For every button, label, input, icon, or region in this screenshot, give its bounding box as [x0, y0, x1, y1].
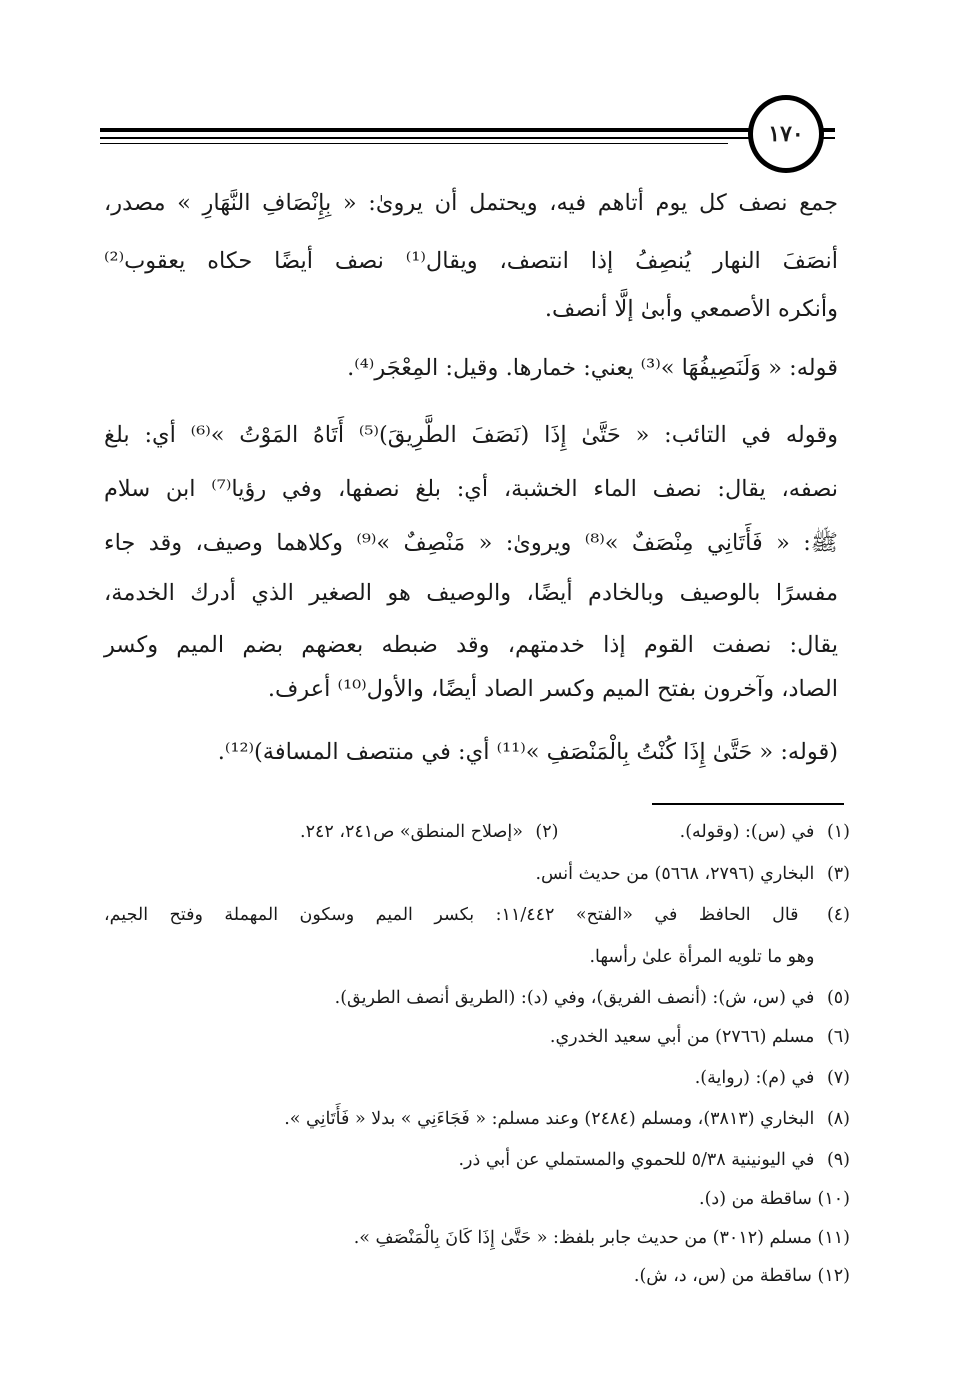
footnote-number: (٤) — [826, 905, 850, 925]
footnote-number: (٧) — [826, 1068, 850, 1088]
footnote-text: ساقطة من (د). — [699, 1189, 812, 1209]
footnote-separator — [652, 803, 844, 805]
footnote-number: (١٠) — [817, 1189, 850, 1209]
footnote-number: (٢) — [535, 822, 559, 842]
footnote-text: ساقطة من (س، د، ش). — [633, 1266, 812, 1286]
footnote — [458, 1148, 850, 1172]
footnote-text: قال الحافظ في «الفتح» ١١/٤٤٢: بكسر الميم وسكون المهملة وفتح الجيم، — [104, 905, 799, 925]
footnote — [550, 1025, 850, 1049]
footnote — [634, 1264, 850, 1288]
body-line: وأنكره الأصمعي وأبىٰ إلَّا أنصف. — [544, 296, 838, 322]
footnote — [300, 820, 850, 844]
footnote — [104, 903, 850, 927]
footnote-text: وهو ما تلويه المرأة علىٰ رأسها. — [589, 947, 815, 967]
footnote-text: في (س): (وقوله). — [679, 822, 815, 842]
body-line: ﷺ: « فَأَتَانِي مِنْصَفٌ »⁽⁸⁾ ويروىٰ: « مَنْصِفٌ »⁽⁹⁾ وكلاهما وصيف، وقد جاء — [104, 530, 838, 556]
footnote-number: (٩) — [826, 1150, 850, 1170]
page-number: ١٧٠ — [768, 121, 804, 147]
header-rule-thin — [100, 143, 728, 144]
footnote — [335, 986, 850, 1010]
footnote-text: «إصلاح المنطق» ص٢٤١، ٢٤٢. — [300, 822, 523, 842]
footnote-text: في (س، ش): (أنصف الفريق)، وفي (د): (الطريق أنصف الطريق). — [334, 988, 815, 1008]
footnote — [699, 1187, 850, 1211]
footnote-text: البخاري (٢٧٩٦، ٥٦٦٨) من حديث أنس. — [535, 864, 815, 884]
footnote-number: (١١) — [817, 1228, 850, 1248]
page-number-badge — [748, 95, 824, 173]
body-line: وقوله في التائب: « حَتَّىٰ إِذَا (نَصَفَ الطَّرِيقَ)⁽⁵⁾ أَتَاهُ المَوْتُ »⁽⁶⁾ أي: بلغ — [104, 422, 838, 448]
footnote-number: (٥) — [826, 988, 850, 1008]
footnote-number: (٦) — [826, 1027, 850, 1047]
body-line: (قوله: « حَتَّىٰ إِذَا كُنْتُ بِالْمَنْصَفِ »⁽¹¹⁾ أي: في منتصف المسافة)⁽¹²⁾. — [217, 739, 838, 765]
header-rule-medium — [100, 137, 835, 139]
header-rule-thick — [100, 128, 835, 132]
body-line: نصفه، يقال: نصف الماء الخشبة، أي: بلغ نصفها، وفي رؤيا⁽⁷⁾ ابن سلام — [104, 476, 838, 502]
footnote-text: مسلم (٢٧٦٦) من أبي سعيد الخدري. — [549, 1027, 815, 1047]
footnote — [354, 1226, 850, 1250]
footnote-text: في اليونينية ٥/٣٨ للحموي والمستملي عن أبي ذر. — [458, 1150, 815, 1170]
footnote-number: (٣) — [826, 864, 850, 884]
body-line: الصاد، وآخرون بفتح الميم وكسر الصاد أيضًا، والأول⁽¹⁰⁾ أعرف. — [267, 676, 838, 702]
body-line: أنصَفَ النهار يُنصِفُ إذا انتصف، ويقال⁽¹⁾ نصف أيضًا حكاه يعقوب⁽²⁾ — [104, 248, 838, 274]
footnote-text: مسلم (٣٠١٢) من حديث جابر بلفظ: « حَتَّىٰ إِذَا كَانَ بِالْمَنْصَفِ ». — [353, 1228, 812, 1248]
footnote-number: (١٢) — [817, 1266, 850, 1286]
footnote-text: البخاري (٣٨١٣)، ومسلم (٢٤٨٤) وعند مسلم: « فَجَاءَنِي » بدلا « فَأَتَانِي ». — [284, 1109, 815, 1129]
body-line: جمع نصف كل يوم أتاهم فيه، ويحتمل أن يروىٰ: « بِإِنْصَافِ النَّهَارِ » مصدر، — [104, 190, 838, 216]
footnote-number: (٨) — [826, 1109, 850, 1129]
body-line: يقال: نصفت القوم إذا خدمتهم، وقد ضبطه بعضهم بضم الميم وكسر — [104, 632, 838, 658]
footnote — [695, 1066, 850, 1090]
footnote-continuation — [589, 945, 850, 969]
body-line: مفسرًا بالوصيف وبالخادم أيضًا، والوصيف هو الصغير الذي أدرك الخدمة، — [104, 580, 838, 606]
footnote — [535, 862, 850, 886]
footnote — [284, 1107, 850, 1131]
footnote-number: (١) — [826, 822, 850, 842]
footnote-text: في (م): (رواية). — [694, 1068, 815, 1088]
body-line: قوله: « وَلَنَصِيفُهَا »⁽³⁾ يعني: خمارها. وقيل: المِعْجَر⁽⁴⁾. — [347, 355, 838, 381]
